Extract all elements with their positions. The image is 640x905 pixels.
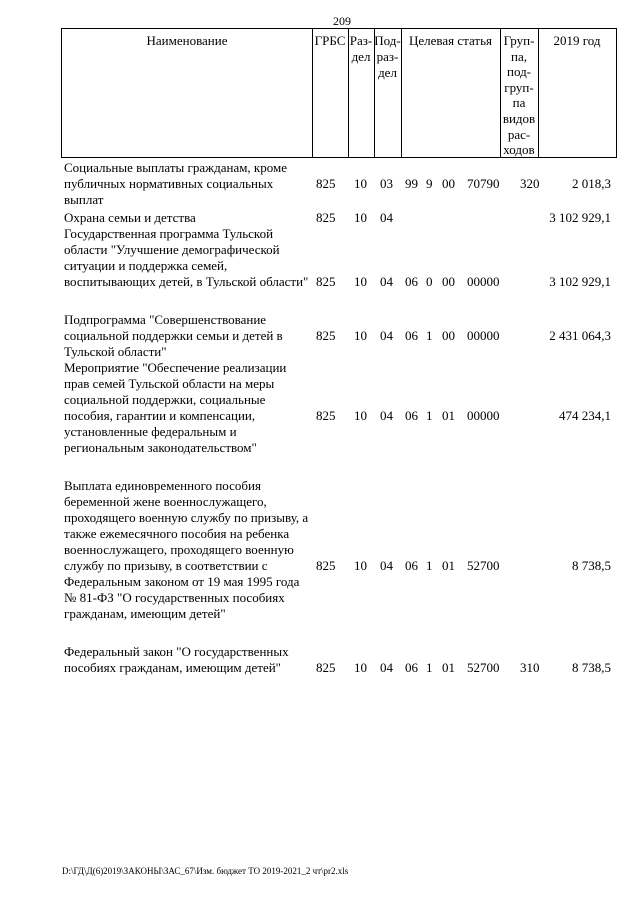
header-group: Груп- па, под- груп- па видов рас- ходов — [502, 33, 536, 158]
cell-cs-subprogram: 1 — [426, 328, 433, 343]
row-name: Выплата единовременного пособия беременной жене военнослужащего, проходящего военную службу по призыву, а также ежемесячного пособия на ребенка военнослужащего, проходящего военную службу по призыву, в соответствии с Федеральным законом от 19 мая 1995 года № 81-ФЗ "О государственных пособиях гражданам, имеющим детей" — [64, 478, 309, 621]
header-name: Наименование — [146, 33, 228, 48]
table-row — [64, 644, 617, 676]
cell-podrazdel: 03 — [380, 176, 393, 191]
table-row — [64, 478, 617, 622]
cell-grbs: 825 — [316, 176, 336, 191]
cell-amount: 2 431 064,3 — [549, 328, 611, 343]
cell-grbs: 825 — [316, 408, 336, 423]
header-razdel: Раз- дел — [349, 33, 373, 64]
cell-cs-program: 06 — [405, 660, 418, 675]
row-name: Охрана семьи и детства — [64, 210, 196, 225]
cell-cs-direction: 52700 — [467, 558, 500, 573]
cell-podrazdel: 04 — [380, 408, 393, 423]
cell-grbs: 825 — [316, 210, 336, 225]
header-year: 2019 год — [553, 33, 601, 48]
table-body — [64, 160, 617, 676]
cell-razdel: 10 — [354, 408, 367, 423]
cell-cs-program: 99 — [405, 176, 418, 191]
cell-grbs: 825 — [316, 328, 336, 343]
cell-amount: 8 738,5 — [572, 558, 611, 573]
cell-cs-event: 00 — [442, 176, 455, 191]
cell-cs-subprogram: 9 — [426, 176, 433, 191]
cell-podrazdel: 04 — [380, 558, 393, 573]
cell-cs-direction: 00000 — [467, 274, 500, 289]
table-row — [64, 210, 617, 226]
header-grbs: ГРБС — [314, 33, 346, 48]
table-row — [64, 160, 617, 208]
cell-cs-event: 00 — [442, 274, 455, 289]
cell-razdel: 10 — [354, 210, 367, 225]
table-row — [64, 226, 617, 290]
cell-amount: 3 102 929,1 — [549, 274, 611, 289]
cell-cs-subprogram: 0 — [426, 274, 433, 289]
header-target: Целевая статья — [408, 33, 492, 48]
table-header — [61, 28, 617, 158]
file-path-footer: D:\ГД\Д(6)2019\ЗАКОНЫ\ЗАС_67\Изм. бюджет ТО 2019-2021_2 чт\pr2.xls — [62, 866, 349, 876]
cell-podrazdel: 04 — [380, 210, 393, 225]
cell-razdel: 10 — [354, 660, 367, 675]
cell-cs-direction: 00000 — [467, 328, 500, 343]
cell-podrazdel: 04 — [380, 274, 393, 289]
table-row — [64, 360, 617, 456]
cell-podrazdel: 04 — [380, 660, 393, 675]
cell-cs-subprogram: 1 — [426, 660, 433, 675]
cell-cs-program: 06 — [405, 328, 418, 343]
cell-amount: 2 018,3 — [572, 176, 611, 191]
cell-podrazdel: 04 — [380, 328, 393, 343]
cell-cs-direction: 70790 — [467, 176, 500, 191]
cell-razdel: 10 — [354, 558, 367, 573]
row-name: Социальные выплаты гражданам, кроме публичных нормативных социальных выплат — [64, 160, 287, 207]
cell-razdel: 10 — [354, 274, 367, 289]
row-name: Подпрограмма "Совершенствование социальной поддержки семьи и детей в Тульской области" — [64, 312, 283, 359]
cell-amount: 8 738,5 — [572, 660, 611, 675]
cell-cs-direction: 00000 — [467, 408, 500, 423]
cell-group: 310 — [520, 660, 540, 675]
cell-cs-subprogram: 1 — [426, 408, 433, 423]
cell-grbs: 825 — [316, 274, 336, 289]
cell-razdel: 10 — [354, 328, 367, 343]
page-number: 209 — [333, 14, 351, 28]
table-row — [64, 312, 617, 360]
cell-grbs: 825 — [316, 660, 336, 675]
cell-cs-event: 01 — [442, 408, 455, 423]
cell-cs-direction: 52700 — [467, 660, 500, 675]
cell-cs-event: 01 — [442, 660, 455, 675]
cell-cs-program: 06 — [405, 408, 418, 423]
cell-cs-event: 00 — [442, 328, 455, 343]
cell-group: 320 — [520, 176, 540, 191]
row-name: Государственная программа Тульской области "Улучшение демографической ситуации и поддержка семей, воспитывающих детей, в Тульской области" — [64, 226, 309, 289]
cell-cs-program: 06 — [405, 274, 418, 289]
header-podrazdel: Под- раз- дел — [374, 33, 401, 80]
cell-amount: 3 102 929,1 — [549, 210, 611, 225]
cell-razdel: 10 — [354, 176, 367, 191]
cell-amount: 474 234,1 — [559, 408, 611, 423]
cell-cs-event: 01 — [442, 558, 455, 573]
row-name: Мероприятие "Обеспечение реализации прав семей Тульской области на меры социальной поддержки, социальные пособия, гарантии и компенсации, установленные федеральным и региональным законодательством" — [64, 360, 287, 455]
row-name: Федеральный закон "О государственных пособиях гражданам, имеющим детей" — [64, 644, 289, 675]
cell-grbs: 825 — [316, 558, 336, 573]
cell-cs-program: 06 — [405, 558, 418, 573]
cell-cs-subprogram: 1 — [426, 558, 433, 573]
